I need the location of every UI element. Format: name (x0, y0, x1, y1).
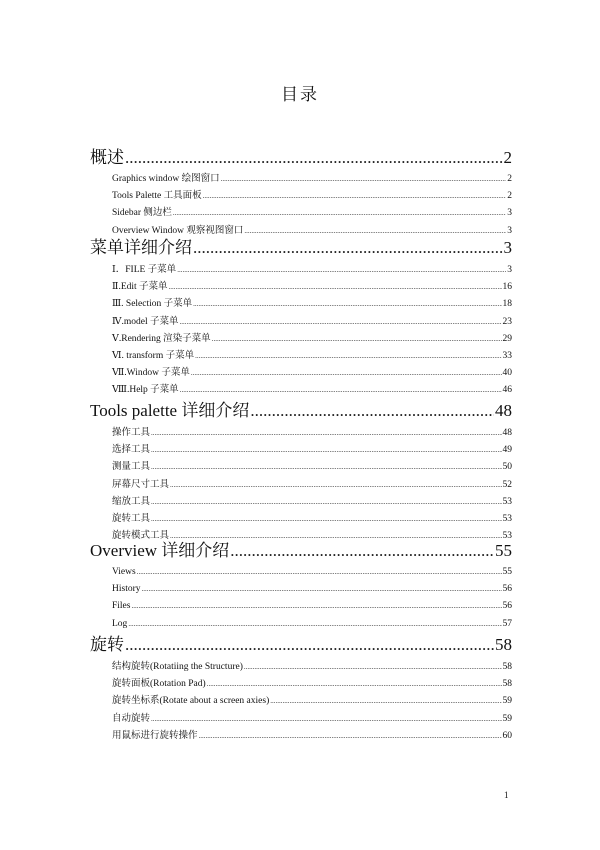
dot-leader (142, 581, 502, 598)
toc-item-title: Sidebar 侧边栏 (112, 208, 172, 219)
toc-item-page: 53 (502, 531, 512, 542)
toc-item-page: 49 (502, 445, 512, 456)
dot-leader (169, 279, 502, 296)
dot-leader (137, 564, 502, 581)
toc-item-entry[interactable] (90, 564, 512, 581)
dot-leader (125, 632, 494, 657)
dot-leader (151, 442, 501, 459)
toc-section-entry[interactable] (90, 398, 512, 423)
toc-item-title: 缩放工具 (112, 496, 151, 507)
toc-item-title: Ⅲ. Selection 子菜单 (112, 299, 193, 310)
toc-item-entry[interactable] (90, 659, 512, 676)
dot-leader (191, 365, 502, 382)
dot-leader (244, 659, 502, 676)
dot-leader (151, 494, 501, 511)
dot-leader (199, 728, 502, 745)
toc-item-page: 2 (507, 191, 512, 202)
dot-leader (221, 171, 507, 188)
toc-item-page: 59 (502, 696, 512, 707)
dot-leader (193, 296, 501, 313)
toc-item-title: 自动旋转 (112, 713, 151, 724)
toc-item-page: 53 (502, 496, 512, 507)
toc-section-page: 3 (503, 238, 512, 257)
dot-leader (128, 616, 501, 633)
toc-item-title: 操作工具 (112, 428, 151, 438)
toc-item-page: 53 (502, 514, 512, 524)
toc-section-entry[interactable] (90, 632, 512, 657)
toc-item-entry[interactable] (90, 331, 512, 348)
toc-item-entry[interactable] (90, 598, 512, 615)
toc-item-title: 结构旋转(Rotatiing the Structure) (112, 662, 243, 672)
dot-leader (151, 425, 501, 442)
toc-section-page: 48 (495, 401, 512, 420)
toc-item-page: 57 (502, 618, 512, 629)
toc-item-entry[interactable] (90, 365, 512, 382)
toc-item-entry[interactable] (90, 188, 512, 205)
dot-leader (250, 398, 494, 423)
dot-leader (131, 598, 501, 615)
toc-section-title: 旋转 (90, 635, 124, 654)
toc-title: 目录 (281, 85, 319, 104)
toc-item-title: 用鼠标进行旋转操作 (112, 730, 198, 741)
dot-leader (212, 331, 502, 348)
toc-item-entry[interactable] (90, 314, 512, 331)
toc-section-entry[interactable] (90, 235, 512, 260)
dot-leader (203, 188, 507, 205)
dot-leader (170, 477, 501, 494)
dot-leader (230, 538, 494, 563)
toc-item-title: Tools Palette 工具面板 (112, 191, 202, 202)
dot-leader (151, 511, 501, 528)
toc-item-title: History (112, 584, 141, 595)
toc-item-title: Files (112, 601, 131, 612)
toc-section-page: 2 (503, 148, 512, 167)
dot-leader (125, 145, 503, 170)
toc-item-page: 48 (502, 428, 512, 438)
toc-item-entry[interactable] (90, 348, 512, 365)
toc-item-title: 旋转工具 (112, 514, 151, 524)
toc-item-page: 56 (502, 584, 512, 595)
toc-item-title: Ⅱ.Edit 子菜单 (112, 282, 168, 293)
toc-section-page: 55 (495, 541, 512, 560)
toc-item-page: 3 (507, 265, 512, 275)
toc-item-title: Ⅷ.Help 子菜单 (112, 385, 179, 396)
toc-item-page: 3 (507, 208, 512, 219)
toc-item-page: 60 (502, 730, 512, 741)
toc-item-page: 56 (502, 601, 512, 612)
toc-item-title: 屏幕尺寸工具 (112, 479, 170, 490)
toc-item-title: Ⅰ．FILE 子菜单 (112, 265, 177, 275)
toc-item-title: 选择工具 (112, 445, 151, 456)
toc-item-entry[interactable] (90, 459, 512, 476)
toc-item-page: 2 (507, 174, 512, 184)
toc-item-page: 40 (502, 368, 512, 379)
toc-item-page: 55 (502, 567, 512, 577)
toc-item-title: 旋转模式工具 (112, 531, 170, 542)
toc-item-title: Ⅵ. transform 子菜单 (112, 351, 195, 361)
toc-item-title: Ⅶ.Window 子菜单 (112, 368, 190, 379)
toc-section-title: 菜单详细介绍 (90, 238, 192, 257)
toc-item-page: 46 (502, 385, 512, 396)
dot-leader (193, 235, 503, 260)
dot-leader (195, 348, 501, 365)
toc-item-title: Ⅴ.Rendering 渲染子菜单 (112, 333, 211, 344)
toc-item-entry[interactable] (90, 425, 512, 442)
toc-section-entry[interactable] (90, 145, 512, 170)
toc-item-entry[interactable] (90, 711, 512, 728)
toc-section-title: Overview 详细介绍 (90, 541, 230, 560)
toc-item-page: 16 (502, 282, 512, 293)
toc-item-entry[interactable] (90, 382, 512, 399)
toc-item-entry[interactable] (90, 728, 512, 745)
toc-item-title: Overview Window 观察视图窗口 (112, 225, 244, 236)
toc-section-page: 58 (495, 635, 512, 654)
dot-leader (177, 262, 506, 279)
dot-leader (270, 693, 501, 710)
toc-item-entry[interactable] (90, 494, 512, 511)
toc-item-title: 旋转坐标系(Rotate about a screen axies) (112, 696, 270, 707)
toc-item-title: Ⅳ.model 子菜单 (112, 316, 179, 327)
toc-item-entry[interactable] (90, 262, 512, 279)
toc-item-title: Views (112, 567, 136, 577)
toc-item-entry[interactable] (90, 693, 512, 710)
dot-leader (173, 205, 506, 222)
toc-item-title: 旋转面板(Rotation Pad) (112, 679, 206, 690)
toc-item-entry[interactable] (90, 676, 512, 693)
toc-item-entry[interactable] (90, 616, 512, 633)
dot-leader (151, 459, 501, 476)
toc-item-title: Log (112, 618, 128, 629)
toc-item-page: 59 (502, 713, 512, 724)
toc-item-page: 52 (502, 479, 512, 490)
toc-item-page: 58 (502, 662, 512, 672)
toc-item-entry[interactable] (90, 205, 512, 222)
toc-item-page: 33 (502, 351, 512, 361)
page-number: 1 (504, 790, 509, 800)
toc-item-title: Graphics window 绘图窗口 (112, 174, 220, 184)
dot-leader (180, 314, 502, 331)
toc-item-page: 29 (502, 333, 512, 344)
toc-item-page: 23 (502, 316, 512, 327)
dot-leader (180, 382, 502, 399)
toc-section-title: 概述 (90, 148, 124, 167)
dot-leader (151, 711, 501, 728)
toc-item-entry[interactable] (90, 442, 512, 459)
toc-item-entry[interactable] (90, 296, 512, 313)
toc-item-page: 18 (502, 299, 512, 310)
toc-item-entry[interactable] (90, 171, 512, 188)
dot-leader (207, 676, 502, 693)
toc-item-page: 58 (502, 679, 512, 690)
toc-section-title: Tools palette 详细介绍 (90, 401, 250, 420)
toc-item-entry[interactable] (90, 279, 512, 296)
toc-item-entry[interactable] (90, 477, 512, 494)
toc-item-entry[interactable] (90, 511, 512, 528)
toc-item-page: 50 (502, 462, 512, 473)
toc-item-entry[interactable] (90, 581, 512, 598)
toc-item-title: 测量工具 (112, 462, 151, 473)
toc-item-page: 3 (507, 225, 512, 236)
toc-section-entry[interactable] (90, 538, 512, 563)
